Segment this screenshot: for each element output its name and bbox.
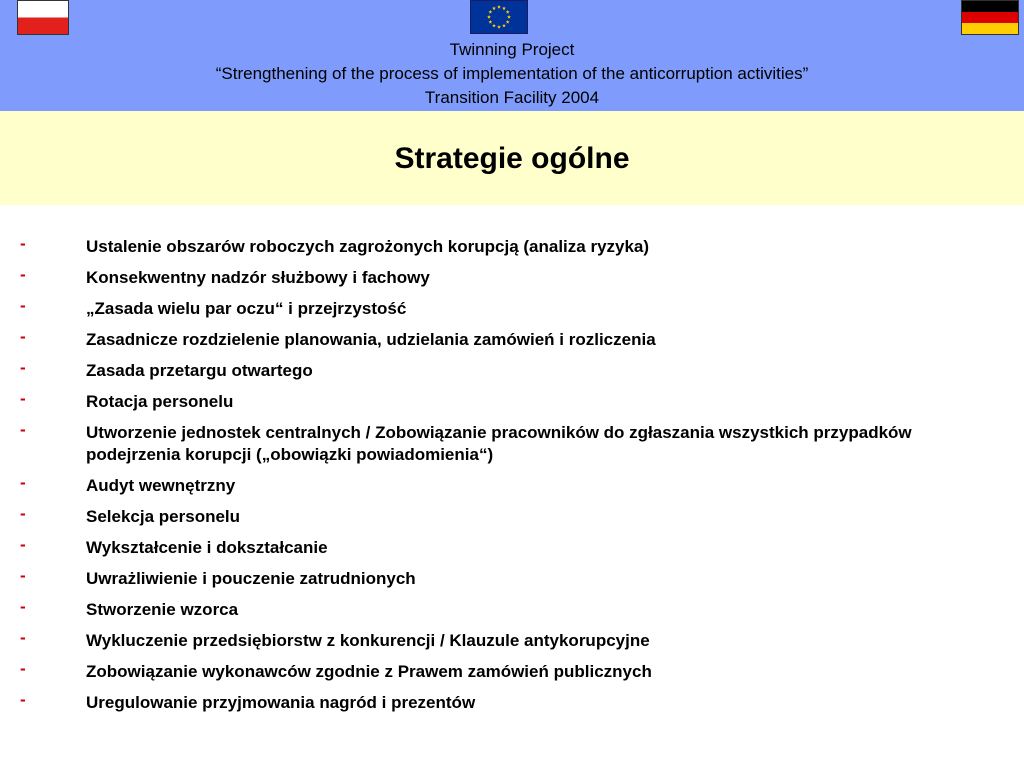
list-item-text: Wykształcenie i dokształcanie: [86, 538, 328, 557]
bullet-dash-icon: -: [20, 358, 26, 377]
eu-stars-icon: [471, 1, 527, 33]
list-item: [0, 329, 1024, 351]
list-item-text: Zasada przetargu otwartego: [86, 361, 313, 380]
header-band: [0, 0, 1024, 111]
list-item-text: Utworzenie jednostek centralnych / Zobowiązanie pracowników do zgłaszania wszystkich przypadków podejrzenia korupcji („obowiązki powiadomienia“): [86, 423, 912, 464]
list-item-text: Uregulowanie przyjmowania nagród i prezentów: [86, 693, 476, 712]
list-item-text: Ustalenie obszarów roboczych zagrożonych korupcją (analiza ryzyka): [86, 237, 650, 256]
eu-star-icon: [492, 6, 496, 10]
bullet-list: [0, 236, 1024, 723]
list-item-text: Audyt wewnętrzny: [86, 476, 236, 495]
list-item: [0, 630, 1024, 652]
list-item-text: Selekcja personelu: [86, 507, 241, 526]
eu-star-icon: [497, 25, 501, 29]
list-item: [0, 422, 1024, 466]
list-item: [0, 537, 1024, 559]
eu-star-icon: [497, 5, 501, 9]
bullet-dash-icon: -: [20, 420, 26, 439]
eu-star-icon: [506, 10, 510, 14]
bullet-dash-icon: -: [20, 327, 26, 346]
bullet-dash-icon: -: [20, 628, 26, 647]
bullet-dash-icon: -: [20, 389, 26, 408]
eu-star-icon: [506, 20, 510, 24]
bullet-dash-icon: -: [20, 473, 26, 492]
eu-star-icon: [488, 10, 492, 14]
list-item: [0, 506, 1024, 528]
list-item-text: Rotacja personelu: [86, 392, 234, 411]
project-info: [0, 38, 1024, 110]
bullet-dash-icon: -: [20, 597, 26, 616]
bullet-dash-icon: -: [20, 535, 26, 554]
list-item: [0, 599, 1024, 621]
eu-star-icon: [492, 24, 496, 28]
list-item-text: Uwrażliwienie i pouczenie zatrudnionych: [86, 569, 416, 588]
eu-star-icon: [488, 20, 492, 24]
bullet-dash-icon: -: [20, 234, 26, 253]
poland-flag-icon: [17, 0, 69, 35]
bullet-dash-icon: -: [20, 265, 26, 284]
list-item: [0, 236, 1024, 258]
list-item-text: Zasadnicze rozdzielenie planowania, udzielania zamówień i rozliczenia: [86, 330, 656, 349]
program-name: Transition Facility 2004: [424, 88, 600, 107]
list-item-text: Konsekwentny nadzór służbowy i fachowy: [86, 268, 430, 287]
eu-star-icon: [502, 6, 506, 10]
eu-star-icon: [502, 24, 506, 28]
list-item: [0, 475, 1024, 497]
bullet-dash-icon: -: [20, 296, 26, 315]
list-item-text: Wykluczenie przedsiębiorstw z konkurencji / Klauzule antykorupcyjne: [86, 631, 650, 650]
eu-star-icon: [507, 15, 511, 19]
bullet-dash-icon: -: [20, 690, 26, 709]
list-item: [0, 298, 1024, 320]
bullet-dash-icon: -: [20, 659, 26, 678]
list-item-text: „Zasada wielu par oczu“ i przejrzystość: [86, 299, 407, 318]
eu-flag-icon: [470, 0, 528, 34]
list-item: [0, 267, 1024, 289]
list-item: [0, 391, 1024, 413]
page-title: Strategie ogólne: [394, 142, 630, 175]
project-subtitle: “Strengthening of the process of implementation of the anticorruption activities”: [215, 64, 809, 83]
germany-flag-icon: [961, 0, 1019, 35]
list-item: [0, 661, 1024, 683]
list-item: [0, 568, 1024, 590]
list-item-text: Stworzenie wzorca: [86, 600, 239, 619]
list-item: [0, 692, 1024, 714]
bullet-dash-icon: -: [20, 504, 26, 523]
list-item-text: Zobowiązanie wykonawców zgodnie z Prawem zamówień publicznych: [86, 662, 652, 681]
bullet-dash-icon: -: [20, 566, 26, 585]
list-item: [0, 360, 1024, 382]
project-title: Twinning Project: [449, 40, 575, 59]
eu-star-icon: [487, 15, 491, 19]
